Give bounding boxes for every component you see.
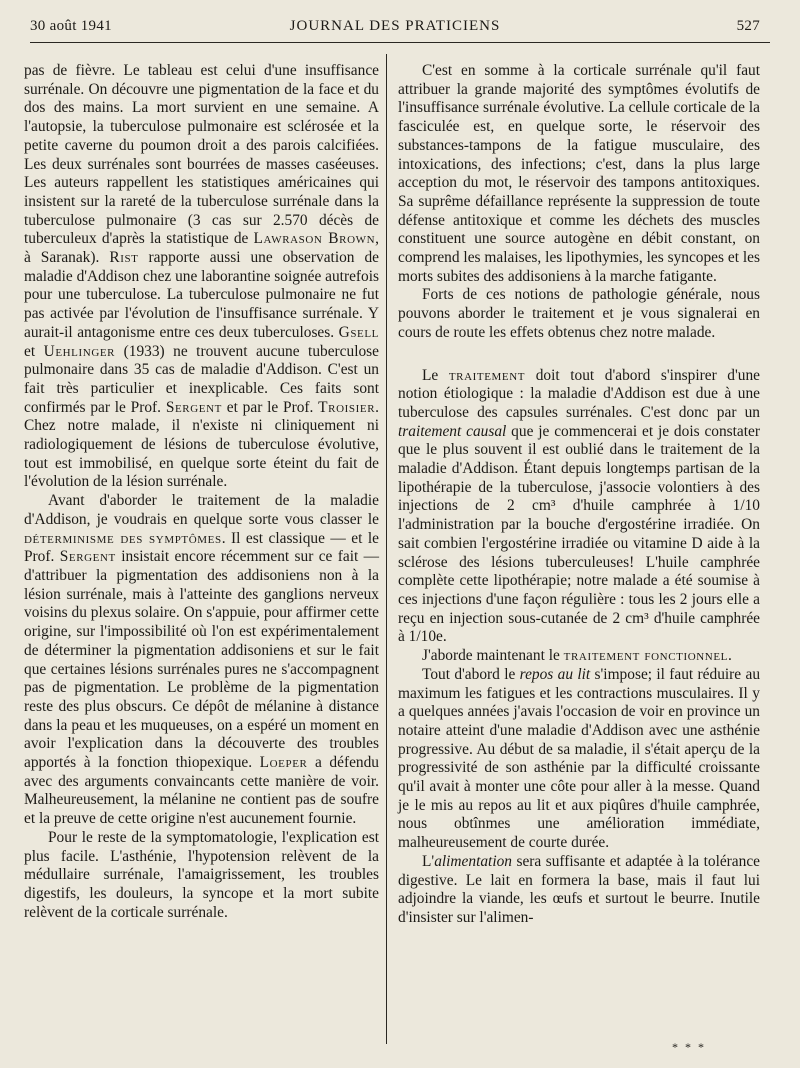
paragraph: C'est en somme à la corticale surrénale qu'il faut attribuer la grande majorité des symptômes évolutifs de l'insuffisance surrénale évolutive. La cellule corticale de la fasciculée est, en quelque sorte, le réservoir des substances-tampons de la fatigue musculaire, des intoxications, des infections; c'est, dans la plus large acception du mot, le réservoir des tampons antitoxiques. Sa suprême défaillance représente la suppression de toute défense antitoxique et comme les déchets des muscles constituent une source autogène en débit constant, on comprend les malaises, les lipothymies, les syncopes et les morts subites des addisoniens à la marche fatigante.: [398, 62, 760, 285]
paragraph: Pour le reste de la symptomatologie, l'explication est plus facile. L'asthénie, l'hypotension relèvent de la médullaire surrénale, l'amaigrissement, les troubles digestifs, les douleurs, la syncope et la mort subite relèvent de la corticale surrénale.: [24, 828, 379, 921]
page-number: 527: [736, 18, 760, 34]
paragraph: pas de fièvre. Le tableau est celui d'une insuffisance surrénale. On découvre une pigmentation de la face et du dos des mains. La mort survient en une semaine. A l'autopsie, la tuberculose pulmonaire est sclérosée et la petite caverne du poumon droit a des parois calcifiées. Les deux surrénales sont bourrées de masses caséeuses. Les auteurs rappellent les statistiques américaines qui insistent sur la rareté de la tuberculose surrénale dans la tuberculose pulmonaire (3 cas sur 2.570 décès de tuberculeux d'après la statistique de Lawrason Brown, à Saranak). Rist rapporte aussi une observation de maladie d'Addison chez une laborantine soignée autrefois pour une tuberculose. La tuberculose pulmonaire ne fut pas activée par l'évolution de l'insuffisance surrénale. Y aurait-il antagonisme entre ces deux tuberculoses. Gsell et Uehlinger (1933) ne trouvent aucune tuberculose pulmonaire dans 35 cas de maladie d'Addison. C'est un fait très particulier et inexplicable. Ces faits sont confirmés par le Prof. Sergent et par le Prof. Troisier. Chez notre malade, il n'existe ni cliniquement ni radiologiquement de lésions de tuberculose évolutive, tout est immobilisé, en quelque sorte éteint du fait de l'évolution de la lésion surrénale.: [24, 62, 379, 491]
journal-title: JOURNAL DES PRATICIENS: [289, 18, 501, 34]
running-header: [30, 18, 760, 42]
left-column: [24, 62, 379, 922]
header-rule: [30, 42, 770, 43]
issue-date: 30 août 1941: [30, 18, 112, 34]
paragraph: J'aborde maintenant le traitement fonctionnel.: [422, 647, 732, 665]
paragraph: Le traitement doit tout d'abord s'inspirer d'une notion étiologique : la maladie d'Addison est due à une tuberculose des capsules surrénales. C'est donc par un traitement causal que je commencerai et je dois constater que le plus souvent il est oublié dans le traitement de la maladie d'Addison. Étant depuis longtemps partisan de la lipothérapie de la tuberculose, j'associe volontiers à des injections de 2 cm³ d'huile camphrée à 1/10 l'administration par la bouche d'ergostérine irradiée. On sait combien l'ergostérine irradiée ou vitamine D aide à la sclérose des lésions tuberculeuses! L'huile camphrée complète cette lipothérapie; notre malade a été soumise à ces injections d'une façon régulière : tous les 2 jours elle a reçu en injection sous-cutanée de 2 cm³ d'huile camphrée à 1/10e.: [398, 366, 760, 646]
footer-ornament: * * *: [672, 1040, 706, 1054]
paragraph: Forts de ces notions de pathologie générale, nous pouvons aborder le traitement et je vous signalerai en cours de route les effets obtenus chez notre malade.: [398, 286, 760, 341]
paragraph: Avant d'aborder le traitement de la maladie d'Addison, je voudrais en quelque sorte vous classer le déterminisme des symptômes. Il est classique — et le Prof. Sergent insistait encore récemment sur ce fait — d'attribuer la pigmentation des addisoniens non à la lésion surrénale, mais à l'atteinte des ganglions nerveux voisins du plexus solaire. On s'appuie, pour affirmer cette origine, sur l'impossibilité où l'on est expérimentalement de déterminer la pigmentation addisoniens et sur le fait que certaines lésions surrénales pures ne s'accompagnent pas de pigmentation. Le problème de la pigmentation reste des plus obscurs. Ce dépôt de mélanine à distance dans la peau et les muqueuses, on a espéré un moment en avoir l'explication dans la découverte des troubles apportés à la fonction thiopexique. Loeper a défendu avec des arguments convaincants cette manière de voir. Malheureusement, la mélanine ne contient pas de soufre et la preuve de cette origine n'est aucunement fournie.: [24, 492, 379, 828]
right-column: [398, 62, 760, 928]
paragraph: L'alimentation sera suffisante et adaptée à la tolérance digestive. Le lait en formera la base, mais il faut lui adjoindre la viande, les œufs et surtout le beurre. Inutile d'insister sur l'alimen-: [398, 852, 760, 926]
paragraph: Tout d'abord le repos au lit s'impose; il faut réduire au maximum les fatigues et les contractions musculaires. Il y a quelques années j'avais l'occasion de voir en province un notaire atteint d'une maladie d'Addison avec une asthénie progressive. Au début de sa maladie, il s'était aperçu de la progressivité de son asthénie par la difficulté croissante qu'il avait à monter une côte pour aller à la messe. Quand je le mis au repos au lit et aux piqûres d'huile camphrée, nous obtînmes une amélioration immédiate, malheureusement de courte durée.: [398, 665, 761, 852]
column-divider: [386, 54, 387, 1044]
